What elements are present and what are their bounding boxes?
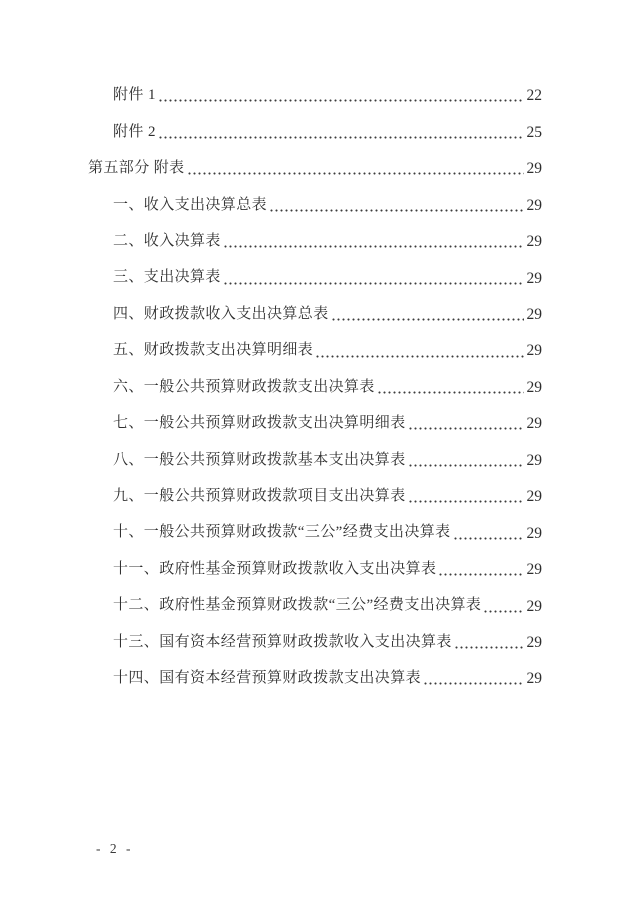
toc-entry-page: 29 [526, 342, 542, 360]
toc-entry-page: 29 [526, 378, 542, 396]
toc-entry [88, 184, 542, 220]
toc-entry [88, 622, 542, 658]
toc-entry-label: 十三、国有资本经营预算财政拨款收入支出决算表 [113, 633, 452, 650]
toc-entry [88, 367, 542, 403]
toc-entry-page: 29 [526, 488, 542, 506]
toc-entry-page: 29 [526, 670, 542, 688]
toc-entry-page: 22 [526, 87, 542, 105]
toc-entry [88, 585, 542, 621]
toc-entry-label: 六、一般公共预算财政拨款支出决算表 [113, 378, 375, 395]
toc-leader-dots [408, 403, 524, 432]
toc-entry-label: 十一、政府性基金预算财政拨款收入支出决算表 [113, 560, 437, 577]
toc-leader-dots [158, 75, 524, 104]
toc-entry-page: 29 [526, 160, 542, 178]
toc-leader-dots [315, 330, 523, 359]
toc-entry [88, 439, 542, 475]
toc-entry [88, 330, 542, 366]
toc-entry-page: 29 [526, 269, 542, 287]
toc-entry [88, 148, 542, 184]
toc-entry-label: 九、一般公共预算财政拨款项目支出决算表 [113, 488, 406, 504]
toc-entry [88, 476, 542, 512]
toc-entry-page: 29 [526, 415, 542, 433]
toc-entry-page: 29 [526, 306, 542, 324]
toc-entry [88, 111, 542, 147]
toc-leader-dots [187, 148, 524, 177]
toc-entry-label: 十四、国有资本经营预算财政拨款支出决算表 [113, 670, 422, 687]
toc-entry-label: 五、财政拨款支出决算明细表 [113, 342, 314, 359]
toc-entry-label: 七、一般公共预算财政拨款支出决算明细表 [113, 415, 406, 432]
toc-entry-label: 四、财政拨款收入支出决算总表 [113, 305, 329, 322]
toc-entry-label: 附件 2 [113, 123, 156, 140]
toc-entry-label: 八、一般公共预算财政拨款基本支出决算表 [113, 451, 406, 468]
toc-entry-page: 29 [526, 524, 542, 542]
toc-leader-dots [331, 294, 524, 323]
toc-entry-page: 29 [526, 633, 542, 651]
toc-entry-label: 第五部分 附表 [88, 160, 185, 177]
toc-leader-dots [223, 257, 524, 286]
toc-entry [88, 294, 542, 330]
toc-leader-dots [423, 658, 523, 687]
toc-entry-page: 29 [526, 233, 542, 251]
table-of-contents [88, 75, 542, 694]
toc-leader-dots [269, 184, 523, 213]
toc-leader-dots [408, 476, 524, 505]
toc-entry-label: 二、收入决算表 [113, 232, 221, 249]
toc-leader-dots [223, 221, 524, 250]
toc-entry [88, 512, 542, 548]
toc-leader-dots [454, 622, 524, 651]
toc-entry-label: 一、收入支出决算总表 [113, 196, 268, 213]
toc-entry-page: 29 [526, 597, 542, 615]
toc-entry-page: 29 [526, 561, 542, 579]
toc-entry [88, 221, 542, 257]
toc-entry-label: 三、支出决算表 [113, 269, 221, 286]
page-footer [96, 841, 134, 857]
toc-leader-dots [408, 439, 524, 468]
toc-leader-dots [377, 367, 524, 396]
page-number: - 2 - [96, 841, 134, 856]
toc-entry-page: 29 [526, 451, 542, 469]
toc-entry [88, 658, 542, 694]
toc-entry [88, 403, 542, 439]
toc-entry-page: 29 [526, 196, 542, 214]
toc-leader-dots [438, 549, 523, 578]
toc-entry-label: 附件 1 [113, 87, 156, 104]
toc-leader-dots [453, 512, 524, 541]
toc-leader-dots [483, 585, 523, 614]
toc-entry-label: 十、一般公共预算财政拨款“三公”经费支出决算表 [113, 524, 451, 541]
toc-leader-dots [158, 111, 524, 140]
toc-entry-label: 十二、政府性基金预算财政拨款“三公”经费支出决算表 [113, 597, 482, 614]
toc-entry [88, 549, 542, 585]
toc-entry [88, 75, 542, 111]
toc-entry-page: 25 [526, 123, 542, 141]
toc-entry [88, 257, 542, 293]
